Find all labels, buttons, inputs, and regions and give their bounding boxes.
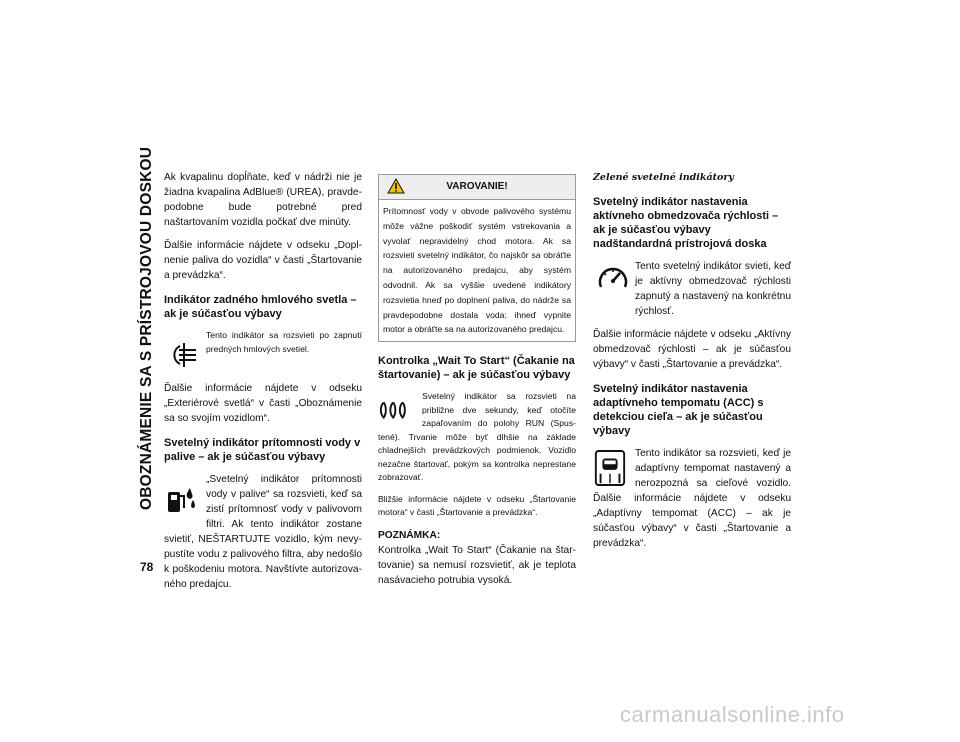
heading-water-in-fuel: Svetelný indikátor prítomnosti vody v palive – ak je súčasťou výbavy [164,437,361,463]
chapter-side-title-text: OBOZNÁMENIE SA S PRÍSTROJOVOU DOSKOU [138,146,155,510]
paragraph-exterior-ref: Ďalšie informácie nájdete v odseku „Exteriérové svetlá“ v časti „Oboznámenie sa so svojím vozidlom“. [164,383,362,424]
heading-rear-fog: Indikátor zadného hmlového svetla – ak je súčasťou výbavy [164,294,357,320]
warning-box [378,174,576,342]
rear-fog-light-icon [166,337,202,373]
water-in-fuel-text: „Svetelný indikátor prítomnosti vody v palive“ sa rozsvieti, keď sa zistí prítomnosť vody v palivovom filtri. Ak tento indikátor zostane svietiť, NEŠTARTUJTE vozidlo, kým nevypustíte vodu z palivového filtra, aby nedošlo k poškodeniu motora. Navštívte autorizovaného predajcu. [164,474,362,590]
rear-fog-block [164,329,362,373]
speed-limiter-ref: Ďalšie informácie nájdete v odseku „Aktívny obmedzovač rýchlosti – ak je súčasťou výbavy“ v časti „Štartovanie a prevádzka“. [593,329,791,370]
speed-limiter-block [593,259,791,319]
wait-to-start-text: Svetelný indikátor sa rozsvieti na približne dve sekundy, keď otočíte zapaľovaním do polohy RUN (Spustené). Trvanie môže byť dlhšie na základe chladnejších prevádzkových podmienok. Vozidlo nezačne štartovať, pokým sa kontrolka neprestane zobrazovať. [378,391,576,483]
column-3 [593,170,791,559]
acc-target-icon [593,448,627,488]
rear-fog-text: Tento indikátor sa rozsvieti po zapnutí predných hmlových svetiel. [206,330,362,354]
wait-to-start-ref: Bližšie informácie nájdete v odseku „Štartovanie motora“ v časti „Štartovanie a prevádzka“. [378,493,576,518]
acc-block [593,446,791,551]
speed-limiter-text: Tento svetelný indikátor svieti, keď je aktívny obmedzovač rýchlosti zapnutý a nastavený na konkrétnu rýchlosť. [635,261,791,317]
watermark: carmanualsonline.info [620,702,845,727]
wait-to-start-block [378,390,576,485]
water-in-fuel-icon [164,482,200,518]
column-1 [164,170,362,600]
note-text: Kontrolka „Wait To Start“ (Čakanie na štartovanie) sa nemusí rozsvietiť, ak je teplota nasávacieho potrubia vysoká. [378,544,576,586]
acc-text: Tento indikátor sa rozsvieti, keď je adaptívny tempomat nastavený a nerozpozná sa cieľové vozidlo. Ďalšie informácie nájdete v odseku „Adaptívny tempomat (ACC) – ak je súčasťou výbavy“ v časti „Štartovanie a prevádzka“. [593,448,791,549]
heading-green-indicators: Zelené svetelné indikátory [593,172,734,183]
heading-acc: Svetelný indikátor nastavenia adaptívneho tempomatu (ACC) s detekciou cieľa – ak je súčasťou výbavy [593,383,764,437]
page-number: 78 [140,560,154,574]
note-title: POZNÁMKA: [378,529,441,541]
warning-triangle-icon [387,178,405,194]
heading-wait-to-start: Kontrolka „Wait To Start“ (Čakanie na štartovanie) – ak je súčasťou výbavy [378,355,575,382]
warning-text: Prítomnosť vody v obvode palivového systému môže vážne poškodiť systém vstrekovania a vyvolať nepravidelný chod motora. Ak sa rozsvieti svetelný indikátor, čo najskôr sa obráťte na autorizovaného predajcu, aby systém odvodnil. Ak sa vyššie uvedené indikátory rozsvietia hneď po doplnení paliva, do nádrže sa pravdepodobne dostala voda: ihneď vypnite motor a obráťte sa na autorizovaného predajcu. [383,206,571,335]
speed-limiter-icon [595,261,631,297]
warning-title: VAROVANIE! [446,181,508,192]
water-in-fuel-block [164,472,362,592]
paragraph-adblue: Ak kvapalinu dopĺňate, keď v nádrži nie je žiadna kvapalina AdBlue® (UREA), pravdepodobne bude potrebné pred naštartovaním vozidla počkať dve minúty. [164,172,362,228]
heading-speed-limiter: Svetelný indikátor nastavenia aktívneho obmedzovača rýchlosti – ak je súčasťou výbavy nadštandardná prístrojová doska [593,196,779,250]
column-2 [378,170,576,596]
chapter-side-title [136,146,158,510]
paragraph-refuel-ref: Ďalšie informácie nájdete v odseku „Doplnenie paliva do vozidla“ v časti „Štartovanie a prevádzka“. [164,240,362,281]
warning-header [379,175,575,200]
glow-plug-icon [378,398,416,422]
